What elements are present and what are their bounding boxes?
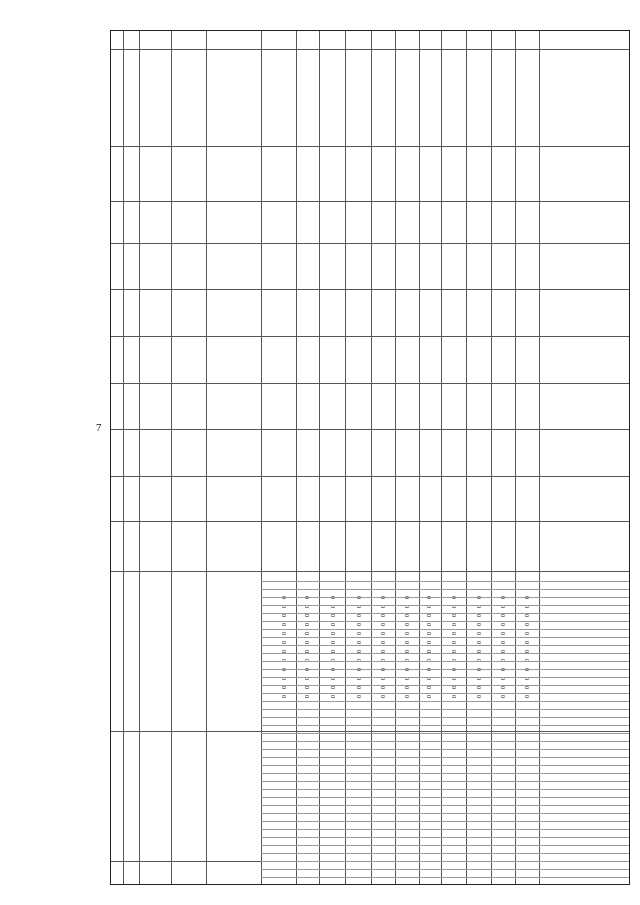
code-digit: 0 <box>475 605 481 608</box>
code-grid-line <box>261 805 629 806</box>
code-digit: 0 <box>403 614 409 617</box>
code-grid-line <box>261 701 629 702</box>
code-digit: 0 <box>355 686 361 689</box>
code-digit: 0 <box>303 668 309 671</box>
code-digit: 0 <box>280 686 286 689</box>
code-digit: 0 <box>499 632 505 635</box>
code-digit: 0 <box>523 641 529 644</box>
code-digit: 0 <box>403 596 409 599</box>
code-digit: 0 <box>329 695 335 698</box>
code-digit: 0 <box>499 695 505 698</box>
code-digit: 0 <box>499 650 505 653</box>
code-grid-line <box>261 757 629 758</box>
code-digit: 0 <box>303 650 309 653</box>
code-digit: 0 <box>499 623 505 626</box>
code-digit: 0 <box>280 677 286 680</box>
code-grid-line <box>261 661 629 662</box>
code-digit: 0 <box>355 641 361 644</box>
code-digit: 0 <box>425 677 431 680</box>
code-grid-line <box>261 861 629 862</box>
code-grid-line <box>261 837 629 838</box>
code-digit: 0 <box>303 641 309 644</box>
code-digit: 0 <box>329 650 335 653</box>
code-grid-line <box>261 749 629 750</box>
code-digit: 0 <box>425 596 431 599</box>
code-digit: 0 <box>280 623 286 626</box>
code-digit: 0 <box>355 632 361 635</box>
h-sep <box>111 571 629 572</box>
code-grid-line <box>261 797 629 798</box>
code-grid-line <box>261 773 629 774</box>
code-digit: 0 <box>355 623 361 626</box>
h-sep <box>111 521 629 522</box>
code-digit: 0 <box>475 695 481 698</box>
code-digit: 0 <box>403 695 409 698</box>
code-digit: 0 <box>450 632 456 635</box>
code-digit: 0 <box>475 650 481 653</box>
code-digit: 0 <box>475 668 481 671</box>
code-digit: 0 <box>403 632 409 635</box>
code-digit: 0 <box>280 659 286 662</box>
code-digit: 0 <box>355 668 361 671</box>
code-digit: 0 <box>475 632 481 635</box>
v-sep <box>139 31 140 884</box>
code-digit: 0 <box>329 605 335 608</box>
code-grid-line <box>261 693 629 694</box>
code-digit: 0 <box>425 614 431 617</box>
code-digit: 0 <box>425 632 431 635</box>
code-digit: 0 <box>499 641 505 644</box>
code-grid-line <box>261 877 629 878</box>
code-digit: 0 <box>450 614 456 617</box>
code-grid-line <box>261 845 629 846</box>
code-digit: 0 <box>523 623 529 626</box>
code-digit: 0 <box>450 686 456 689</box>
h-sep <box>111 429 629 430</box>
code-digit: 0 <box>280 605 286 608</box>
code-digit: 0 <box>523 650 529 653</box>
code-digit: 0 <box>379 668 385 671</box>
code-grid-line <box>261 853 629 854</box>
h-sep <box>111 336 629 337</box>
code-digit: 0 <box>280 695 286 698</box>
code-digit: 0 <box>403 605 409 608</box>
h-sep <box>111 731 629 732</box>
code-digit: 0 <box>379 605 385 608</box>
code-digit: 0 <box>523 686 529 689</box>
code-digit: 0 <box>280 650 286 653</box>
code-digit: 0 <box>425 650 431 653</box>
code-digit: 0 <box>379 686 385 689</box>
code-grid-line <box>261 669 629 670</box>
code-digit: 0 <box>450 605 456 608</box>
code-digit: 0 <box>379 650 385 653</box>
code-digit: 0 <box>450 641 456 644</box>
code-digit: 0 <box>379 677 385 680</box>
program-table <box>110 30 630 885</box>
code-digit: 0 <box>303 659 309 662</box>
code-digit: 0 <box>450 623 456 626</box>
code-grid-line <box>261 597 629 598</box>
code-grid-line <box>261 637 629 638</box>
v-sep <box>206 31 207 884</box>
code-digit: 0 <box>355 695 361 698</box>
code-grid-line <box>261 869 629 870</box>
h-sep <box>111 476 629 477</box>
code-grid-line <box>261 621 629 622</box>
code-digit: 0 <box>499 668 505 671</box>
code-digit: 0 <box>379 641 385 644</box>
code-digit: 0 <box>450 695 456 698</box>
code-grid-line <box>261 653 629 654</box>
code-digit: 0 <box>425 668 431 671</box>
code-grid-line <box>261 677 629 678</box>
code-digit: 0 <box>499 659 505 662</box>
code-digit: 0 <box>303 623 309 626</box>
code-digit: 0 <box>499 605 505 608</box>
code-digit: 0 <box>355 659 361 662</box>
code-grid-line <box>261 605 629 606</box>
v-sep <box>123 31 124 884</box>
code-digit: 0 <box>303 614 309 617</box>
code-grid-line <box>261 829 629 830</box>
code-digit: 0 <box>329 659 335 662</box>
code-digit: 0 <box>499 596 505 599</box>
code-digit: 0 <box>475 614 481 617</box>
code-grid-line <box>261 789 629 790</box>
code-digit: 0 <box>403 623 409 626</box>
code-digit: 0 <box>523 668 529 671</box>
code-digit: 0 <box>425 659 431 662</box>
page-number: 7 <box>96 422 102 434</box>
code-digit: 0 <box>523 614 529 617</box>
h-sep <box>111 49 629 50</box>
h-sep <box>111 289 629 290</box>
code-digit: 0 <box>450 650 456 653</box>
code-digit: 0 <box>329 668 335 671</box>
code-digit: 0 <box>355 605 361 608</box>
code-digit: 0 <box>425 695 431 698</box>
code-digit: 0 <box>280 641 286 644</box>
code-grid-line <box>261 581 629 582</box>
code-digit: 0 <box>475 659 481 662</box>
v-sep <box>171 31 172 884</box>
code-digit: 0 <box>280 668 286 671</box>
code-digit: 0 <box>280 632 286 635</box>
code-digit: 0 <box>425 605 431 608</box>
code-digit: 0 <box>379 623 385 626</box>
code-digit: 0 <box>403 686 409 689</box>
code-grid-line <box>261 813 629 814</box>
code-digit: 0 <box>379 695 385 698</box>
code-digit: 0 <box>403 641 409 644</box>
code-digit: 0 <box>379 596 385 599</box>
code-digit: 0 <box>403 659 409 662</box>
code-digit: 0 <box>303 632 309 635</box>
code-digit: 0 <box>425 623 431 626</box>
code-digit: 0 <box>523 695 529 698</box>
code-digit: 0 <box>403 677 409 680</box>
code-digit: 0 <box>475 596 481 599</box>
h-sep <box>111 243 629 244</box>
code-digit: 0 <box>450 677 456 680</box>
code-grid-line <box>261 741 629 742</box>
code-digit: 0 <box>329 614 335 617</box>
code-digit: 0 <box>303 677 309 680</box>
code-digit: 0 <box>403 650 409 653</box>
code-digit: 0 <box>403 668 409 671</box>
code-digit: 0 <box>425 641 431 644</box>
code-grid-line <box>261 733 629 734</box>
code-grid-line <box>261 589 629 590</box>
code-grid-line <box>261 821 629 822</box>
code-grid-line <box>261 613 629 614</box>
h-sep <box>111 383 629 384</box>
code-digit: 0 <box>303 695 309 698</box>
code-grid-line <box>261 781 629 782</box>
code-digit: 0 <box>280 614 286 617</box>
code-digit: 0 <box>523 632 529 635</box>
code-digit: 0 <box>303 605 309 608</box>
code-digit: 0 <box>355 650 361 653</box>
code-grid-line <box>261 685 629 686</box>
code-digit: 0 <box>329 623 335 626</box>
code-digit: 0 <box>450 659 456 662</box>
code-digit: 0 <box>499 677 505 680</box>
code-digit: 0 <box>379 632 385 635</box>
code-digit: 0 <box>523 605 529 608</box>
code-digit: 0 <box>355 614 361 617</box>
code-digit: 0 <box>329 641 335 644</box>
h-sep <box>111 201 629 202</box>
code-digit: 0 <box>329 677 335 680</box>
code-digit: 0 <box>329 596 335 599</box>
code-digit: 0 <box>355 596 361 599</box>
code-grid-line <box>261 645 629 646</box>
code-grid-line <box>261 717 629 718</box>
code-digit: 0 <box>425 686 431 689</box>
code-grid-line <box>261 725 629 726</box>
code-digit: 0 <box>450 668 456 671</box>
code-grid-line <box>261 709 629 710</box>
code-digit: 0 <box>523 596 529 599</box>
code-digit: 0 <box>523 659 529 662</box>
code-digit: 0 <box>280 596 286 599</box>
code-digit: 0 <box>475 677 481 680</box>
code-digit: 0 <box>475 623 481 626</box>
code-digit: 0 <box>303 686 309 689</box>
code-grid-line <box>261 629 629 630</box>
code-digit: 0 <box>329 632 335 635</box>
code-digit: 0 <box>379 614 385 617</box>
h-sep <box>111 146 629 147</box>
code-digit: 0 <box>475 641 481 644</box>
code-digit: 0 <box>329 686 335 689</box>
code-digit: 0 <box>499 686 505 689</box>
code-digit: 0 <box>499 614 505 617</box>
code-digit: 0 <box>475 686 481 689</box>
code-digit: 0 <box>450 596 456 599</box>
code-digit: 0 <box>355 677 361 680</box>
code-grid-line <box>261 765 629 766</box>
code-digit: 0 <box>523 677 529 680</box>
code-digit: 0 <box>379 659 385 662</box>
code-digit: 0 <box>303 596 309 599</box>
